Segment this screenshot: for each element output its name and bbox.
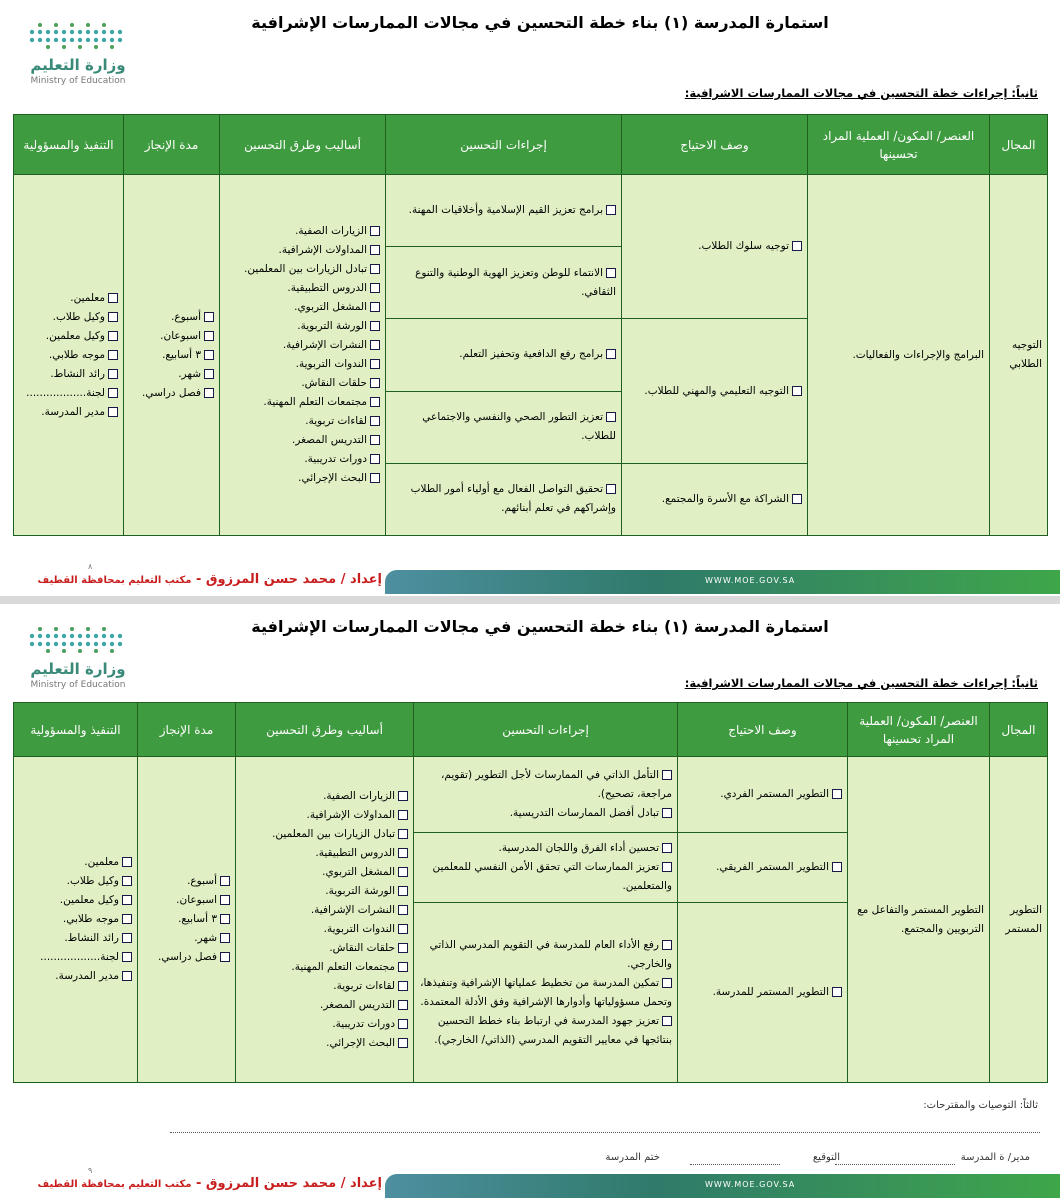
need-cell: توجيه سلوك الطلاب. bbox=[622, 175, 808, 319]
checkbox[interactable] bbox=[370, 302, 380, 312]
checkbox[interactable] bbox=[606, 205, 616, 215]
responsibility-item: لجنة.................. bbox=[19, 948, 132, 967]
method-item: لقاءات تربوية. bbox=[225, 412, 380, 431]
checkbox[interactable] bbox=[108, 293, 118, 303]
checkbox[interactable] bbox=[220, 952, 230, 962]
page-number: ٨ bbox=[88, 562, 93, 571]
checkbox[interactable] bbox=[204, 388, 214, 398]
method-item: الدروس التطبيقية. bbox=[241, 844, 408, 863]
procedure-cell bbox=[414, 757, 678, 833]
checkbox[interactable] bbox=[108, 331, 118, 341]
checkbox[interactable] bbox=[398, 905, 408, 915]
header-procedures: إجراءات التحسين bbox=[414, 703, 678, 757]
duration-item: فصل دراسي. bbox=[143, 948, 230, 967]
need-cell: الشراكة مع الأسرة والمجتمع. bbox=[622, 463, 808, 535]
checkbox[interactable] bbox=[370, 359, 380, 369]
checkbox[interactable] bbox=[220, 933, 230, 943]
page-title: استمارة المدرسة (١) بناء خطة التحسين في مجالات الممارسات الإشرافية bbox=[251, 13, 829, 32]
procedure-item: تعزيز الممارسات التي تحقق الأمن النفسي للمعلمين والمتعلمين. bbox=[432, 861, 672, 892]
checkbox[interactable] bbox=[662, 862, 672, 872]
duration-item: ٣ أسابيع. bbox=[129, 346, 214, 365]
checkbox[interactable] bbox=[370, 245, 380, 255]
checkbox[interactable] bbox=[398, 810, 408, 820]
checkbox[interactable] bbox=[370, 397, 380, 407]
method-item: المداولات الإشرافية. bbox=[225, 241, 380, 260]
method-item: التدريس المصغر. bbox=[225, 431, 380, 450]
header-need: وصف الاحتياج bbox=[622, 115, 808, 175]
header-procedures: إجراءات التحسين bbox=[386, 115, 622, 175]
method-item: الزيارات الصفية. bbox=[225, 222, 380, 241]
checkbox[interactable] bbox=[204, 312, 214, 322]
checkbox[interactable] bbox=[398, 829, 408, 839]
responsibility-cell bbox=[14, 175, 124, 536]
method-item: الندوات التربوية. bbox=[225, 355, 380, 374]
element-cell: التطوير المستمر والتفاعل مع التربويين والمجتمع. bbox=[848, 757, 990, 1083]
checkbox[interactable] bbox=[108, 388, 118, 398]
responsibility-item: وكيل معلمين. bbox=[19, 891, 132, 910]
checkbox[interactable] bbox=[204, 350, 214, 360]
method-item: المداولات الإشرافية. bbox=[241, 806, 408, 825]
procedure-item: تعزيز جهود المدرسة في ارتباط بناء خطط التحسين بنتائجها في معايير التقويم المدرسي (الذاتي/ الخارجي). bbox=[434, 1014, 672, 1046]
method-item: الندوات التربوية. bbox=[241, 920, 408, 939]
checkbox[interactable] bbox=[398, 981, 408, 991]
procedure-cell: تحقيق التواصل الفعال مع أولياء أمور الطلاب وإشراكهم في تعلم أبنائهم. bbox=[386, 463, 622, 535]
responsibility-item: مدير المدرسة. bbox=[19, 967, 132, 986]
duration-item: اسبوعان. bbox=[129, 327, 214, 346]
checkbox[interactable] bbox=[122, 933, 132, 943]
method-item: الدروس التطبيقية. bbox=[225, 279, 380, 298]
method-item: التدريس المصغر. bbox=[241, 996, 408, 1015]
checkbox[interactable] bbox=[398, 867, 408, 877]
domain-cell: التطوير المستمر bbox=[990, 757, 1048, 1083]
checkbox[interactable] bbox=[122, 971, 132, 981]
duration-item: اسبوعان. bbox=[143, 891, 230, 910]
logo-english-text: Ministry of Education bbox=[30, 680, 126, 690]
checkbox[interactable] bbox=[606, 484, 616, 494]
responsibility-item: رائد النشاط. bbox=[19, 929, 132, 948]
signature-field[interactable] bbox=[690, 1164, 780, 1165]
duration-item: أسبوع. bbox=[129, 308, 214, 327]
procedure-item: التأمل الذاتي في الممارسات لأجل التطوير (تقويم، مراجعة، تصحيح). bbox=[440, 769, 672, 800]
method-item: تبادل الزيارات بين المعلمين. bbox=[225, 260, 380, 279]
checkbox[interactable] bbox=[220, 876, 230, 886]
ministry-logo bbox=[28, 626, 128, 696]
page-number: ٩ bbox=[88, 1166, 93, 1175]
need-cell: التطوير المستمر الفردي. bbox=[678, 757, 848, 833]
responsibility-item: موجه طلابي. bbox=[19, 910, 132, 929]
form-page-2 bbox=[0, 604, 1060, 1200]
methods-cell bbox=[220, 175, 386, 536]
responsibility-item: معلمين. bbox=[19, 853, 132, 872]
duration-item: ٣ أسابيع. bbox=[143, 910, 230, 929]
header-methods: أساليب وطرق التحسين bbox=[236, 703, 414, 757]
need-cell: التوجيه التعليمي والمهني للطلاب. bbox=[622, 319, 808, 463]
checkbox[interactable] bbox=[220, 914, 230, 924]
ministry-logo bbox=[28, 22, 128, 92]
section-subheading: ثانياً: إجراءات خطة التحسين في مجالات الممارسات الاشرافية: bbox=[684, 676, 1038, 690]
checkbox[interactable] bbox=[832, 862, 842, 872]
need-cell: التطوير المستمر للمدرسة. bbox=[678, 903, 848, 1083]
checkbox[interactable] bbox=[662, 1016, 672, 1026]
method-item: لقاءات تربوية. bbox=[241, 977, 408, 996]
method-item: دورات تدريبية. bbox=[241, 1015, 408, 1034]
method-item: مجتمعات التعلم المهنية. bbox=[225, 393, 380, 412]
method-item: دورات تدريبية. bbox=[225, 450, 380, 469]
checkbox[interactable] bbox=[832, 987, 842, 997]
header-domain: المجال bbox=[990, 703, 1048, 757]
procedure-cell: برامج رفع الدافعية وتحفيز التعلم. bbox=[386, 319, 622, 391]
principal-label: مدير/ ة المدرسة bbox=[960, 1152, 1030, 1163]
checkbox[interactable] bbox=[370, 321, 380, 331]
responsibility-item: وكيل طلاب. bbox=[19, 872, 132, 891]
header-responsibility: التنفيذ والمسؤولية bbox=[14, 703, 138, 757]
checkbox[interactable] bbox=[792, 494, 802, 504]
procedure-cell: الانتماء للوطن وتعزيز الهوية الوطنية والتنوع الثقافي. bbox=[386, 247, 622, 319]
form-page-1 bbox=[0, 0, 1060, 596]
header-element: العنصر/ المكون/ العملية المراد تحسينها bbox=[848, 703, 990, 757]
duration-cell bbox=[138, 757, 236, 1083]
checkbox[interactable] bbox=[122, 876, 132, 886]
checkbox[interactable] bbox=[398, 1000, 408, 1010]
checkbox[interactable] bbox=[204, 331, 214, 341]
checkbox[interactable] bbox=[122, 857, 132, 867]
header-responsibility: التنفيذ والمسؤولية bbox=[14, 115, 124, 175]
checkbox[interactable] bbox=[370, 283, 380, 293]
checkbox[interactable] bbox=[204, 369, 214, 379]
need-cell: التطوير المستمر الفريقي. bbox=[678, 833, 848, 903]
procedure-cell: برامج تعزيز القيم الإسلامية وأخلاقيات المهنة. bbox=[386, 175, 622, 247]
checkbox[interactable] bbox=[398, 886, 408, 896]
checkbox[interactable] bbox=[606, 268, 616, 278]
checkbox[interactable] bbox=[398, 962, 408, 972]
duration-item: أسبوع. bbox=[143, 872, 230, 891]
procedure-cell bbox=[414, 903, 678, 1083]
procedure-item: رفع الأداء العام للمدرسة في التقويم المدرسي الذاتي والخارجي. bbox=[429, 938, 672, 970]
checkbox[interactable] bbox=[662, 808, 672, 818]
element-cell: البرامج والإجراءات والفعاليات. bbox=[808, 175, 990, 536]
method-item: تبادل الزيارات بين المعلمين. bbox=[241, 825, 408, 844]
responsibility-item: لجنة.................. bbox=[19, 384, 118, 403]
responsibility-item: معلمين. bbox=[19, 289, 118, 308]
checkbox[interactable] bbox=[398, 791, 408, 801]
header-duration: مدة الإنجاز bbox=[138, 703, 236, 757]
method-item: البحث الإجرائي. bbox=[241, 1034, 408, 1053]
checkbox[interactable] bbox=[370, 340, 380, 350]
checkbox[interactable] bbox=[606, 412, 616, 422]
logo-arabic-text: وزارة التعليم bbox=[30, 660, 126, 678]
checkbox[interactable] bbox=[662, 940, 672, 950]
checkbox[interactable] bbox=[108, 350, 118, 360]
responsibility-cell bbox=[14, 757, 138, 1083]
checkbox[interactable] bbox=[398, 1019, 408, 1029]
section-subheading: ثانياً: إجراءات خطة التحسين في مجالات الممارسات الاشرافية: bbox=[684, 86, 1038, 100]
logo-arabic-text: وزارة التعليم bbox=[30, 56, 126, 74]
method-item: الورشة التربوية. bbox=[241, 882, 408, 901]
checkbox[interactable] bbox=[370, 454, 380, 464]
moe-logo-icon bbox=[28, 626, 128, 656]
procedure-item: تمكين المدرسة من تخطيط عملياتها الإشرافية وتنفيذها، وتحمل مسؤولياتها وأدوارها الإشرافية وفق الأدلة المعتمدة. bbox=[420, 976, 672, 1008]
header-element: العنصر/ المكون/ العملية المراد تحسينها bbox=[808, 115, 990, 175]
responsibility-item: وكيل معلمين. bbox=[19, 327, 118, 346]
checkbox[interactable] bbox=[662, 843, 672, 853]
footer-url: WWW.MOE.GOV.SA bbox=[705, 576, 796, 585]
principal-name-field[interactable] bbox=[835, 1164, 955, 1165]
checkbox[interactable] bbox=[370, 473, 380, 483]
checkbox[interactable] bbox=[122, 952, 132, 962]
recommendations-label: ثالثاً: التوصيات والمقترحات: bbox=[923, 1100, 1038, 1111]
method-item: المشغل التربوي. bbox=[241, 863, 408, 882]
method-item: حلقات النقاش. bbox=[225, 374, 380, 393]
method-item: النشرات الإشرافية. bbox=[225, 336, 380, 355]
checkbox[interactable] bbox=[662, 978, 672, 988]
responsibility-item: وكيل طلاب. bbox=[19, 308, 118, 327]
checkbox[interactable] bbox=[606, 349, 616, 359]
page-title: استمارة المدرسة (١) بناء خطة التحسين في مجالات الممارسات الإشرافية bbox=[251, 617, 829, 636]
procedure-item: تحسين أداء الفرق واللجان المدرسية. bbox=[419, 839, 672, 858]
recommendations-line[interactable] bbox=[170, 1132, 1040, 1133]
checkbox[interactable] bbox=[398, 1038, 408, 1048]
checkbox[interactable] bbox=[108, 407, 118, 417]
duration-cell bbox=[124, 175, 220, 536]
page-separator bbox=[0, 596, 1060, 604]
stamp-label: ختم المدرسة bbox=[605, 1152, 660, 1163]
checkbox[interactable] bbox=[398, 848, 408, 858]
improvement-plan-table bbox=[13, 702, 1048, 1083]
checkbox[interactable] bbox=[122, 914, 132, 924]
method-item: الزيارات الصفية. bbox=[241, 787, 408, 806]
logo-english-text: Ministry of Education bbox=[30, 76, 126, 86]
duration-item: فصل دراسي. bbox=[129, 384, 214, 403]
header-methods: أساليب وطرق التحسين bbox=[220, 115, 386, 175]
signature-label: التوقيع bbox=[812, 1152, 840, 1163]
footer-url: WWW.MOE.GOV.SA bbox=[705, 1180, 796, 1189]
procedure-item: تبادل أفضل الممارسات التدريسية. bbox=[419, 804, 672, 823]
checkbox[interactable] bbox=[832, 789, 842, 799]
checkbox[interactable] bbox=[108, 369, 118, 379]
checkbox[interactable] bbox=[370, 378, 380, 388]
checkbox[interactable] bbox=[370, 226, 380, 236]
checkbox[interactable] bbox=[662, 770, 672, 780]
checkbox[interactable] bbox=[792, 241, 802, 251]
method-item: الورشة التربوية. bbox=[225, 317, 380, 336]
responsibility-item: رائد النشاط. bbox=[19, 365, 118, 384]
checkbox[interactable] bbox=[398, 924, 408, 934]
checkbox[interactable] bbox=[122, 895, 132, 905]
method-item: البحث الإجرائي. bbox=[225, 469, 380, 488]
page-footer bbox=[0, 1166, 1060, 1200]
method-item: حلقات النقاش. bbox=[241, 939, 408, 958]
method-item: مجتمعات التعلم المهنية. bbox=[241, 958, 408, 977]
author-credit: إعداد / محمد حسن المرزوق - مكتب التعليم بمحافظة القطيف bbox=[37, 572, 382, 587]
duration-item: شهر. bbox=[129, 365, 214, 384]
duration-item: شهر. bbox=[143, 929, 230, 948]
checkbox[interactable] bbox=[108, 312, 118, 322]
header-need: وصف الاحتياج bbox=[678, 703, 848, 757]
methods-cell bbox=[236, 757, 414, 1083]
method-item: المشغل التربوي. bbox=[225, 298, 380, 317]
procedure-cell: تعزيز التطور الصحي والنفسي والاجتماعي للطلاب. bbox=[386, 391, 622, 463]
checkbox[interactable] bbox=[220, 895, 230, 905]
checkbox[interactable] bbox=[370, 416, 380, 426]
checkbox[interactable] bbox=[398, 943, 408, 953]
method-item: النشرات الإشرافية. bbox=[241, 901, 408, 920]
author-credit: إعداد / محمد حسن المرزوق - مكتب التعليم بمحافظة القطيف bbox=[37, 1176, 382, 1191]
header-duration: مدة الإنجاز bbox=[124, 115, 220, 175]
domain-cell: التوجيه الطلابي bbox=[990, 175, 1048, 536]
checkbox[interactable] bbox=[370, 264, 380, 274]
improvement-plan-table bbox=[13, 114, 1048, 536]
responsibility-item: مدير المدرسة. bbox=[19, 403, 118, 422]
page-footer bbox=[0, 562, 1060, 596]
checkbox[interactable] bbox=[792, 386, 802, 396]
checkbox[interactable] bbox=[370, 435, 380, 445]
procedure-cell bbox=[414, 833, 678, 903]
responsibility-item: موجه طلابي. bbox=[19, 346, 118, 365]
moe-logo-icon bbox=[28, 22, 128, 52]
header-domain: المجال bbox=[990, 115, 1048, 175]
